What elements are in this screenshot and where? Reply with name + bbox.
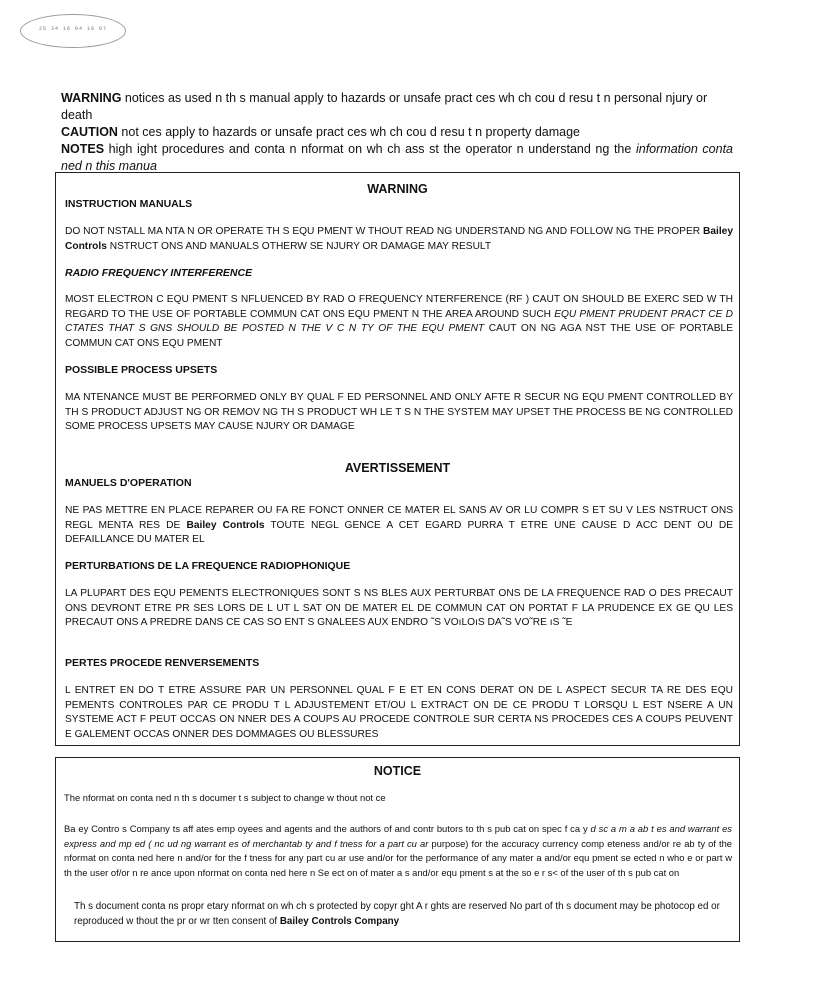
document-stamp: [20, 14, 126, 48]
caution-definition: [61, 124, 733, 141]
section-text-italic: EQU PMENT PRUDENT PRACT CE D CTATES THAT S GNS SHOULD BE POSTED N THE V C N TY OF THE EQU PMENT: [65, 308, 733, 335]
section-text-process-upsets: MA NTENANCE MUST BE PERFORMED ONLY BY QUAL F ED PERSONNEL AND ONLY AFTE R SECUR NG EQU PMENT CONTROLLED BY TH S PRODUCT ADJUST NG OR REMOV NG TH S PRODUCT WH LE T S N THE SYSTEM MAY UPSET THE PROCESS BE NG CONTROLLED SOME PROCESS UPSETS MAY CAUSE NJURY OR DAMAGE: [65, 392, 733, 433]
stamp-text: 25 34 16 04 10 07: [38, 26, 107, 32]
section-heading-radio-frequency: RADIO FREQUENCY INTERFERENCE: [65, 267, 253, 279]
notice-paragraph-3: [74, 900, 724, 929]
section-heading-process-upsets: POSSIBLE PROCESS UPSETS: [65, 364, 218, 376]
notice-title: NOTICE: [373, 764, 422, 778]
section-text-instruction-manuals: [65, 225, 733, 254]
notice-text-part: purpose) for the accuracy currency comp eteness and/or re ab ty of the nformat on conta ned here n and/or for the f tness for any part cu ar use and/or for the performance of any mater a and/or equ pment se ected n who e or part w th the user of/or n re ance upon nformat on conta ned here n Se ect on of mater a s and/or equ pment s at the so e r s< of the user of th s pub cat on: [64, 837, 733, 878]
section-text-part: TOUTE NEGL GENCE A CET EGARD PURRA T ETRE UNE CAUSE D ACC DENT OU DE DEFAILLANCE DU MATER EL: [65, 519, 734, 546]
section-text-manuels: [65, 504, 733, 548]
section-text-radio-frequency: [65, 293, 733, 351]
notice-text-italic: d sc a m a ab t es and warrant es express and mp ed ( nc ud ng warrant es of merchantab ty and f tness for a part cu ar: [64, 823, 732, 849]
intro-definitions: [61, 90, 733, 175]
notes-definition: [61, 141, 733, 175]
warning-definition-text: notices as used n th s manual apply to hazards or unsafe pract ces wh ch cou d resu t n personal njury or death: [61, 91, 708, 122]
warning-label: WARNING: [61, 91, 122, 105]
notes-definition-text: high ight procedures and conta n nformat on wh ch ass st the operator n understand ng the: [104, 142, 636, 156]
section-heading-perturbations: PERTURBATIONS DE LA FREQUENCE RADIOPHONIQUE: [65, 560, 351, 572]
caution-label: CAUTION: [61, 125, 118, 139]
section-heading-manuels: MANUELS D'OPERATION: [65, 477, 192, 489]
section-text-part: DO NOT NSTALL MA NTA N OR OPERATE TH S EQU PMENT W THOUT READ NG UNDERSTAND NG AND FOLLOW NG THE PROPER: [65, 226, 703, 237]
section-text-part: CAUT ON NG AGA NST THE USE OF PORTABLE COMMUN CAT ONS EQU PMENT: [65, 323, 733, 349]
section-heading-pertes: PERTES PROCEDE RENVERSEMENTS: [65, 657, 260, 669]
section-text-perturbations: LA PLUPART DES EQU PEMENTS ELECTRONIQUES SONT S NS BLES AUX PERTURBAT ONS DE LA FREQUENCE RAD O DES PRECAUT ONS DEVRONT ETRE PR SES LORS DE L UT L SAT ON DE MATER EL DE COMMUN CAT ON PORTAT F LA PRUDENCE EX GE QU LES PRECAUT ONS A PREDRE DANS CE CAS SO ENT S GNALEES AUX ENDRO ˜S VOıLOıS DA˜S VO˜RE ıS ˜E: [65, 588, 733, 629]
section-heading-instruction-manuals: INSTRUCTION MANUALS: [65, 198, 193, 210]
section-text-part: NE PAS METTRE EN PLACE REPARER OU FA RE FONCT ONNER CE MATER EL SANS AV OR LU COMPR S ET SU V LES NSTRUCT ONS REGL MENTA RES DE: [65, 505, 733, 531]
brand-name: Bailey Controls Company: [279, 915, 400, 927]
avertissement-title: AVERTISSEMENT: [344, 461, 451, 475]
notes-definition-text-italic: information conta ned n this manua: [61, 142, 734, 173]
notice-text-part: Ba ey Contro s Company ts aff ates emp oyees and agents and the authors of and contr butors to th s pub cat on spec f ca y: [64, 823, 591, 834]
brand-name: Bailey Controls: [65, 226, 733, 252]
caution-definition-text: not ces apply to hazards or unsafe pract ces wh ch cou d resu t n property damage: [117, 125, 581, 139]
warning-definition: [61, 90, 733, 124]
section-text-part: MOST ELECTRON C EQU PMENT S NFLUENCED BY RAD O FREQUENCY NTERFERENCE (RF ) CAUT ON SHOULD BE EXERC SED W TH REGARD TO THE USE OF PORTABLE COMMUN CAT ONS EQU PMENT N THE AREA AROUND SUCH: [65, 294, 733, 320]
section-text-pertes: L ENTRET EN DO T ETRE ASSURE PAR UN PERSONNEL QUAL F E ET EN CONS DERAT ON DE L ASPECT SECUR TA RE DES EQU PEMENTS CONTROLES PAR CE PRODU T L ADJUSTEMENT ET/OU L EXTRACT ON DE CE PRODU T LORSQU L EST NSERE A UN SYSTEME ACT F PEUT OCCAS ON NNER DES A COUPS AU PROCEDE CONTROLE SUR CERTA NS PROCEDES CES A COUPS PEUVENT E GALEMENT OCCAS ONNER DES DOMMAGES OU BLESSURES: [65, 685, 733, 740]
warning-box-title: WARNING: [367, 182, 428, 196]
brand-name: Bailey Controls: [186, 519, 265, 531]
notice-paragraph-1: The nformat on conta ned n th s documer t s subject to change w thout not ce: [64, 792, 386, 803]
notes-label: NOTES: [61, 142, 105, 156]
notice-text-part: Th s document conta ns propr etary nformat on wh ch s protected by copyr ght A r ghts are reserved No part of th s document may be photocop ed or reproduced w thout the pr or wr tten consent of: [74, 901, 720, 927]
section-text-part: NSTRUCT ONS AND MANUALS OTHERW SE NJURY OR DAMAGE MAY RESULT: [106, 240, 492, 252]
notice-box: [55, 757, 740, 942]
notice-paragraph-2: [64, 822, 732, 880]
warning-box: [55, 172, 740, 746]
